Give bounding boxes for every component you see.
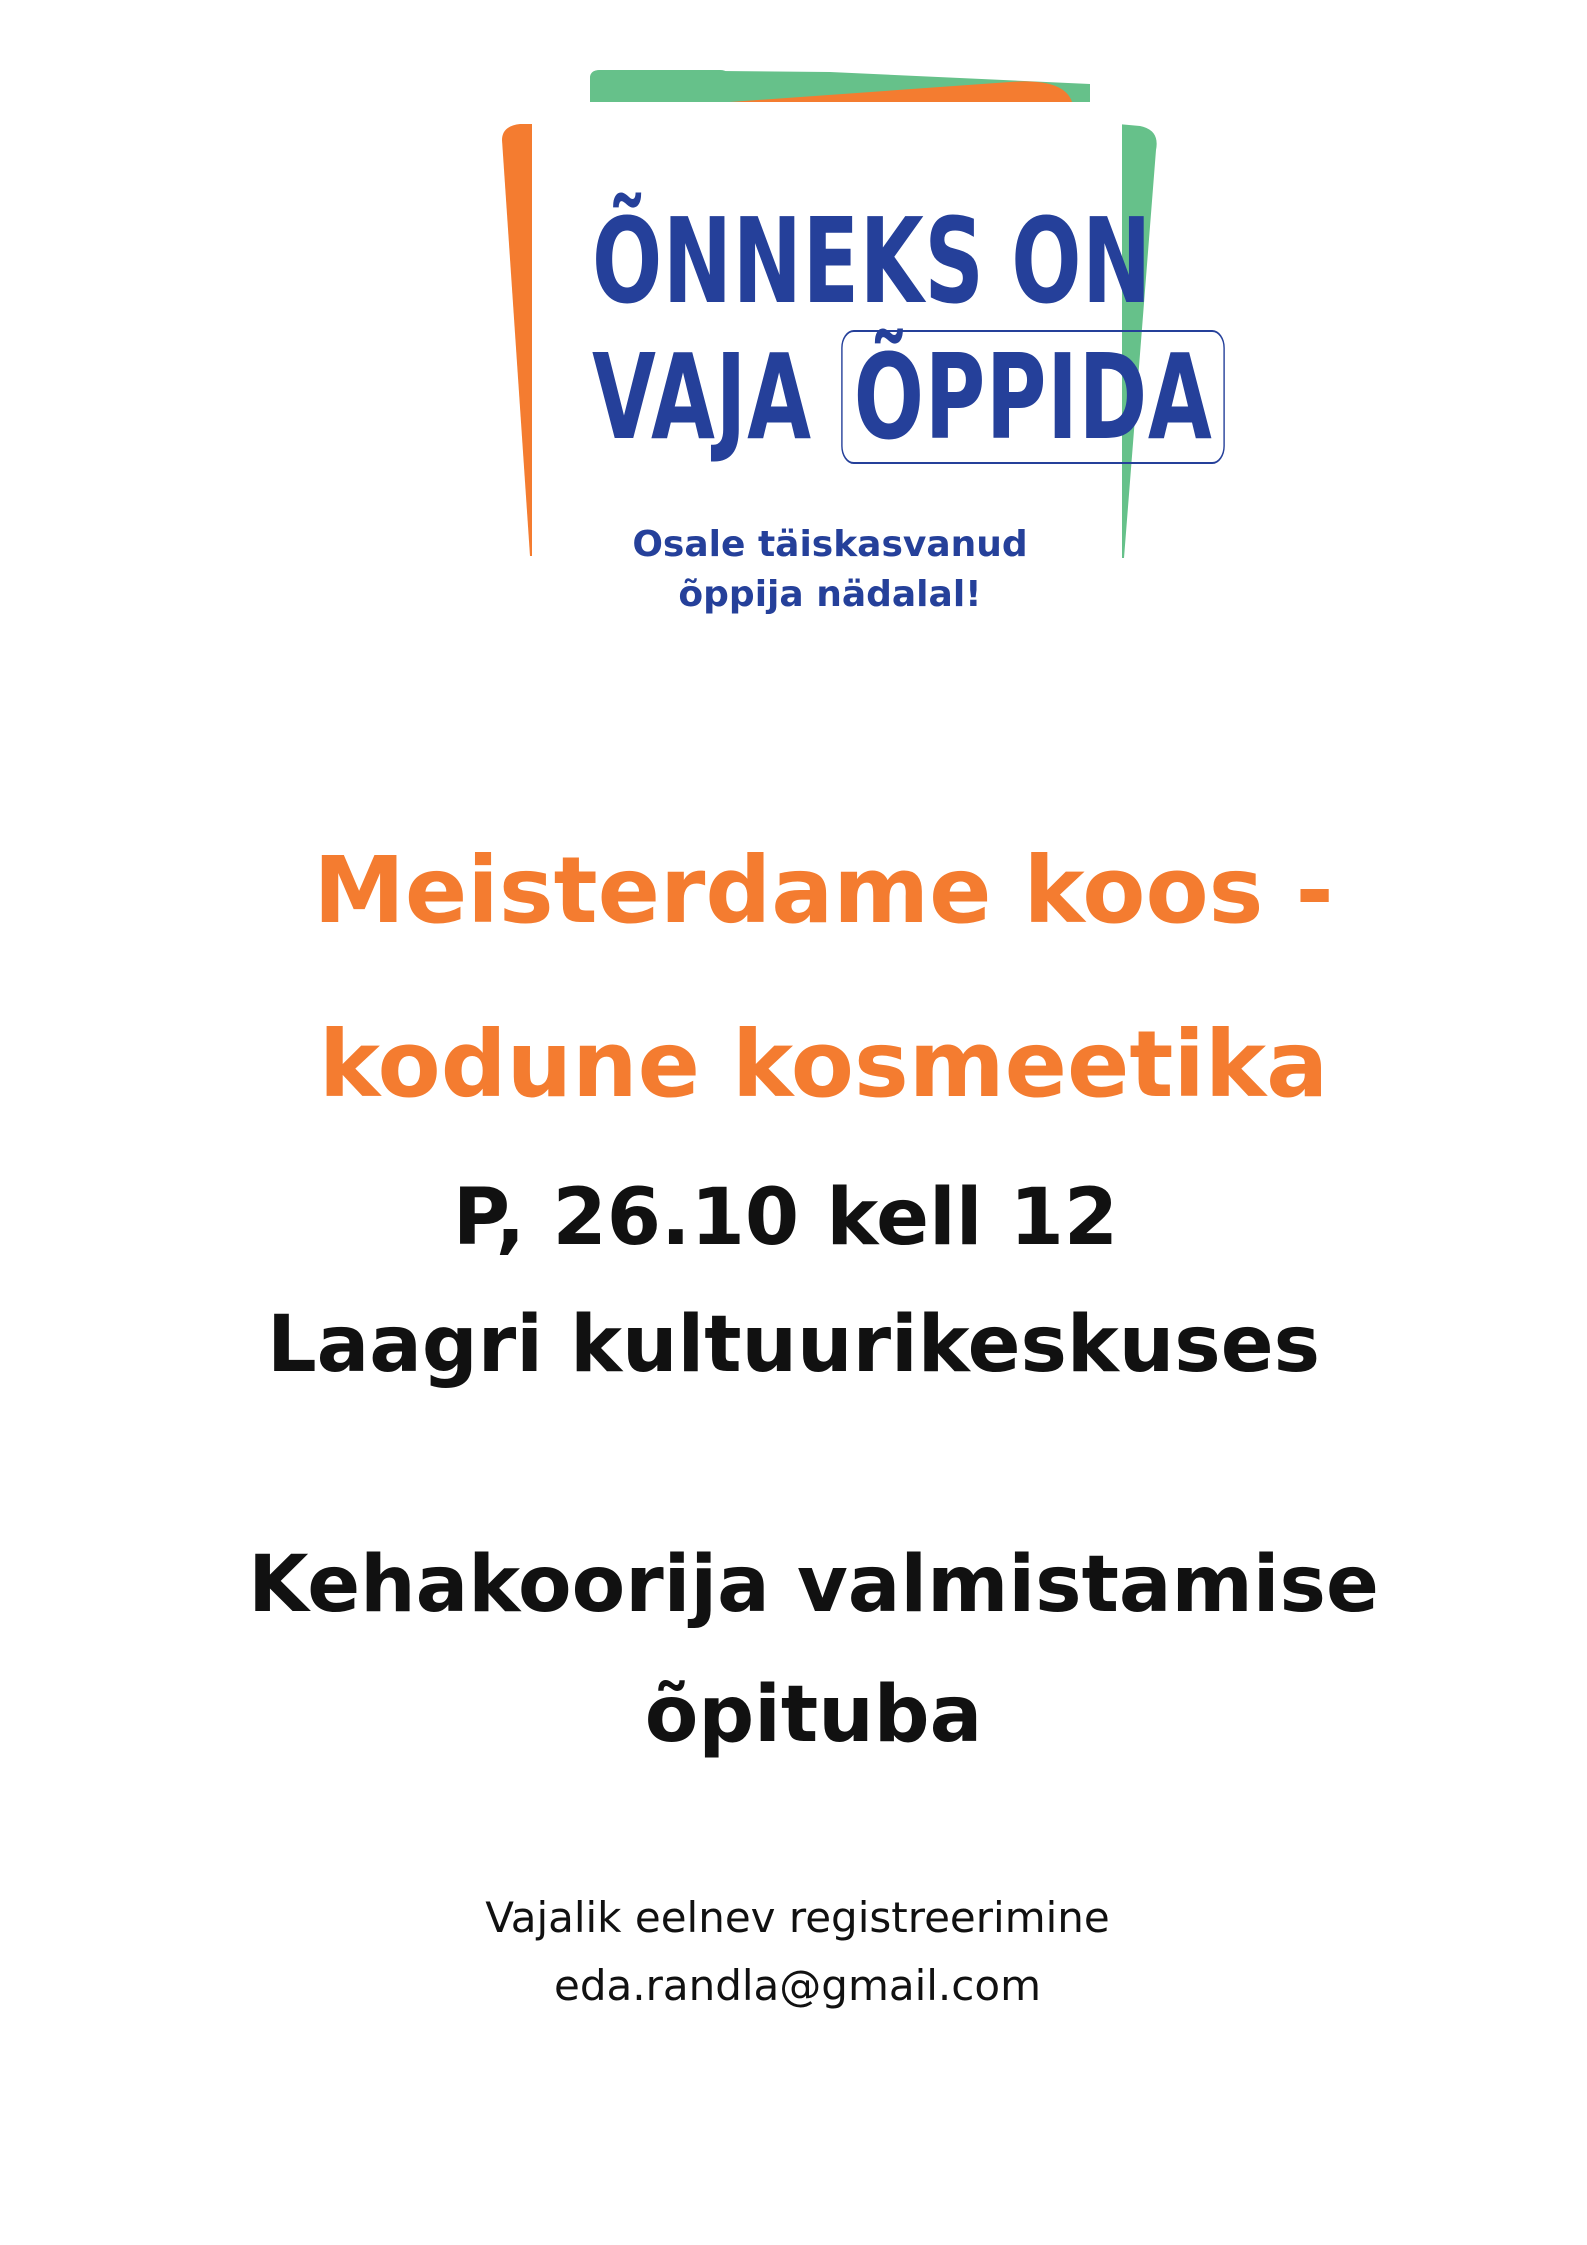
logo-text-line1 — [592, 192, 1152, 330]
logo-word-vaja: VAJA — [592, 328, 812, 466]
logo-word-oppida-boxed: ÕPPIDA — [841, 330, 1225, 464]
logo-orange-left-strip — [502, 124, 532, 556]
event-location: Laagri kultuurikeskuses — [266, 1300, 1321, 1390]
logo-text-line2 — [592, 328, 1213, 466]
registration-email[interactable]: eda.randla@gmail.com — [554, 1961, 1041, 2010]
logo-word-on: ON — [1011, 192, 1152, 330]
event-title-line1: Meisterdame koos - — [313, 837, 1334, 944]
event-description-line2: õpituba — [644, 1670, 983, 1760]
registration-note: Vajalik eelnev registreerimine — [485, 1893, 1110, 1942]
event-logo — [490, 68, 1213, 628]
logo-tagline-line1: Osale täiskasvanud — [632, 524, 1028, 565]
event-title-line2: kodune kosmeetika — [318, 1011, 1329, 1118]
logo-word-onneks: ÕNNEKS — [592, 192, 985, 330]
event-description-line1: Kehakoorija valmistamise — [248, 1540, 1379, 1630]
logo-tagline-line2: õppija nädalal! — [678, 574, 982, 615]
event-datetime: P, 26.10 kell 12 — [452, 1173, 1119, 1263]
